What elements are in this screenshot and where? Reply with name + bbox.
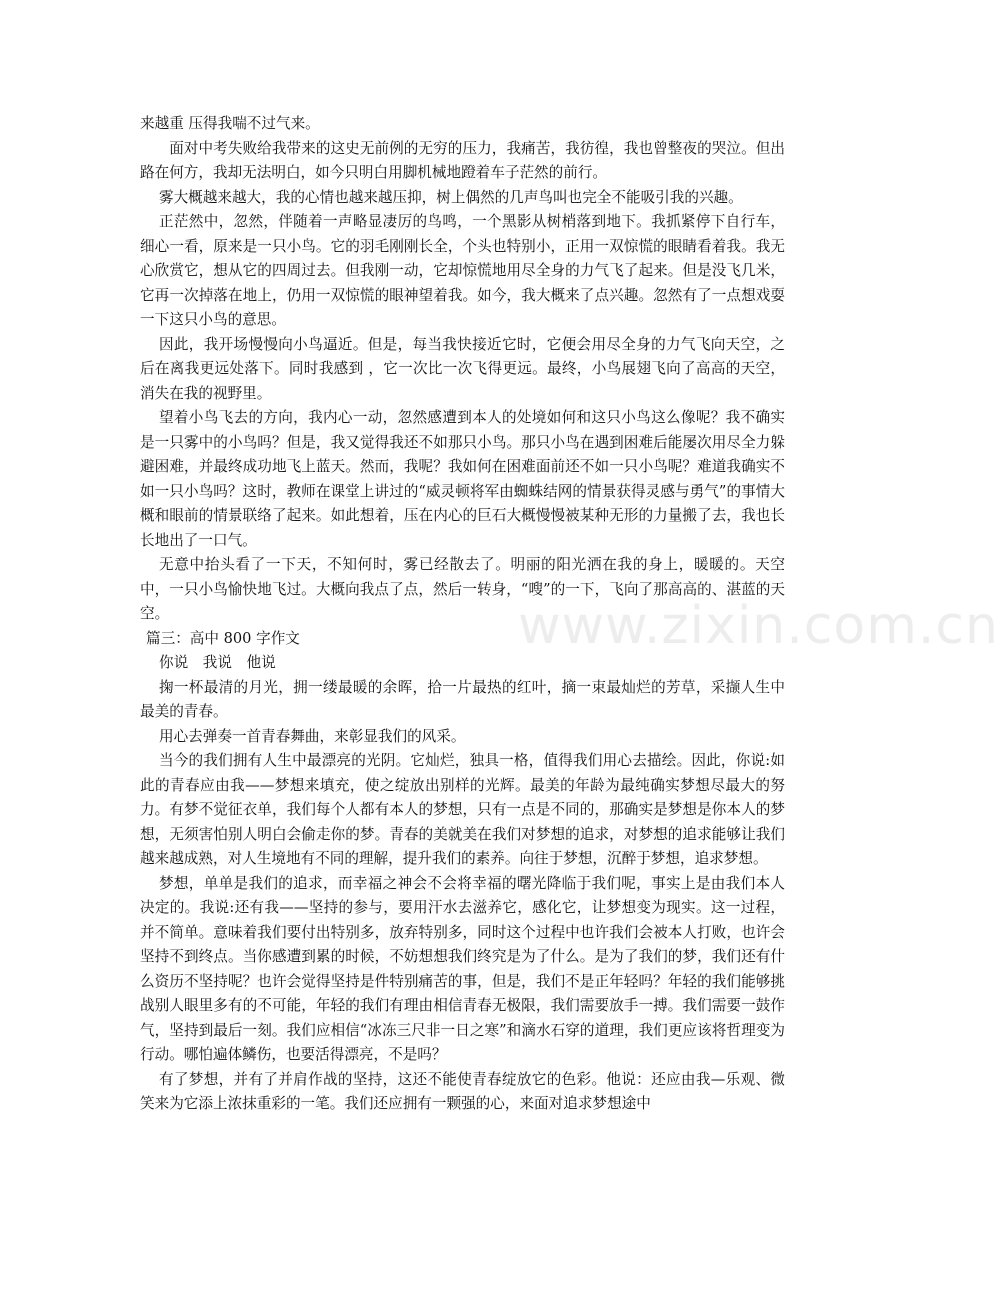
paragraph-1: 来越重 压得我喘不过气来。: [140, 115, 320, 132]
section-heading: 篇三：高中 800 字作文: [146, 629, 300, 647]
paragraph-7: 无意中抬头看了一下天，不知何时，雾已经散去了。明丽的阳光洒在我的身上，暖暖的。天空中，一只小鸟愉快地飞过。大概向我点了点，然后一转身，“嗖”的一下，飞向了那高高的、湛蓝的天空。: [140, 556, 785, 622]
paragraph-9: 用心去弹奏一首青春舞曲，来彰显我们的风采。: [158, 727, 466, 745]
paragraph-5: 因此，我开场慢慢向小鸟逼近。但是，每当我快接近它时，它便会用尽全身的力气飞向天空，之后在离我更远处落下。同时我感到 ，它一次比一次飞得更远。最终，小鸟展翅飞向了高高的天空，消失在我的视野里。: [140, 335, 785, 402]
paragraph-10: 当今的我们拥有人生中最漂亮的光阴。它灿烂，独具一格，值得我们用心去描绘。因此，你说:如此的青春应由我——梦想来填充，使之绽放出别样的光辉。最美的年龄为最纯确实梦想尽最大的努力。有梦不觉征衣单，我们每个人都有本人的梦想，只有一点是不同的，那确实是梦想是你本人的梦想，无须害怕别人明白会偷走你的梦。青春的美就美在我们对梦想的追求，对梦想的追求能够让我们越来越成熟，对人生境地有不同的理解，提升我们的素养。向往于梦想，沉醉于梦想，追求梦想。: [140, 752, 785, 867]
paragraph-12: 有了梦想，并有了并肩作战的坚持，这还不能使青春绽放它的色彩。他说：还应由我—乐观、微笑来为它添上浓抹重彩的一笔。我们还应拥有一颗强的心，来面对追求梦想途中: [140, 1070, 785, 1112]
paragraph-6: 望着小鸟飞去的方向，我内心一动，忽然感遭到本人的处境如何和这只小鸟这么像呢？我不确实是一只雾中的小鸟吗？但是，我又觉得我还不如那只小鸟。那只小鸟在遇到困难后能屡次用尽全力躲避困难，并最终成功地飞上蓝天。然而，我呢？我如何在困难面前还不如一只小鸟呢？难道我确实不如一只小鸟吗？这时，教师在课堂上讲过的“威灵顿将军由蜘蛛结网的情景获得灵感与勇气”的事情大概和眼前的情景联络了起来。如此想着，压在内心的巨石大概慢慢被某种无形的力量搬了去，我也长长地出了一口气。: [140, 409, 785, 549]
paragraph-8: 掬一杯最清的月光，拥一缕最暖的余晖，拾一片最热的红叶，摘一束最灿烂的芳草，采撷人生中最美的青春。: [140, 678, 785, 720]
document-body: [140, 112, 785, 1117]
watermark: www.zixin.com.cn: [518, 596, 999, 656]
paragraph-3: 雾大概越来越大，我的心情也越来越压抑，树上偶然的几声鸟叫也完全不能吸引我的兴趣。: [158, 188, 743, 206]
essay-title: 你说 我说 他说: [158, 654, 276, 671]
paragraph-4: 正茫然中，忽然，伴随着一声略显凄厉的鸟鸣，一个黑影从树梢落到地下。我抓紧停下自行车，细心一看，原来是一只小鸟。它的羽毛刚刚长全，个头也特别小，正用一双惊慌的眼睛看着我。我无心欣赏它，想从它的四周过去。但我刚一动，它却惊慌地用尽全身的力气飞了起来。但是没飞几米，它再一次掉落在地上，仍用一双惊慌的眼神望着我。如今，我大概来了点兴趣。忽然有了一点想戏耍一下这只小鸟的意思。: [140, 213, 785, 328]
paragraph-11: 梦想，单单是我们的追求，而幸福之神会不会将幸福的曙光降临于我们呢，事实上是由我们本人决定的。我说:还有我——坚持的参与，要用汗水去滋养它，感化它，让梦想变为现实。这一过程，并不简单。意味着我们要付出特别多，放弃特别多，同时这个过程中也许我们会被本人打败，也许会坚持不到终点。当你感遭到累的时候，不妨想想我们终究是为了什么。是为了我们的梦，我们还有什么资历不坚持呢？也许会觉得坚持是件特别痛苦的事，但是，我们不是正年轻吗？年轻的我们能够挑战别人眼里多有的不可能，年轻的我们有理由相信青春无极限，我们需要放手一搏。我们需要一鼓作气，坚持到最后一刻。我们应相信“冰冻三尺非一日之寒”和滴水石穿的道理，我们更应该将哲理变为行动。哪怕遍体鳞伤，也要活得漂亮，不是吗？: [140, 874, 785, 1063]
paragraph-2: 面对中考失败给我带来的这史无前例的无穷的压力，我痛苦，我彷徨，我也曾整夜的哭泣。但出路在何方，我却无法明白，如今只明白用脚机械地蹬着车子茫然的前行。: [140, 139, 785, 181]
